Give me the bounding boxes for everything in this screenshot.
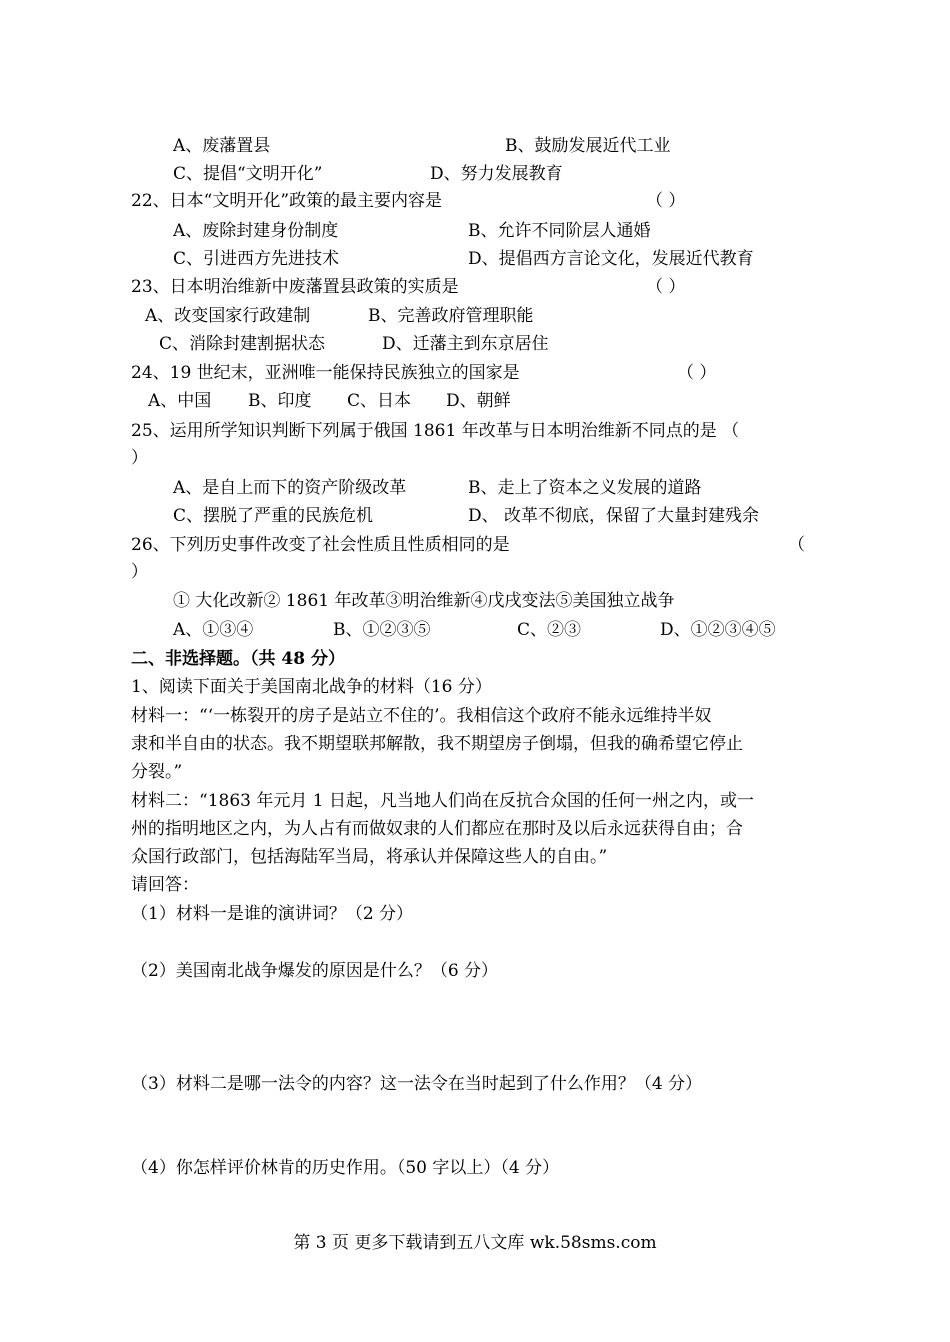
q21-option-a: A、废藩置县 xyxy=(173,136,271,156)
q23-paren: （ ） xyxy=(646,277,686,297)
q24-option-a: A、中国 xyxy=(148,391,212,411)
sub-question-2: （2）美国南北战争爆发的原因是什么？（6 分） xyxy=(131,961,499,981)
q25-stem: 25、运用所学知识判断下列属于俄国 1861 年改革与日本明治维新不同点的是 （ xyxy=(131,421,740,441)
q26-option-b: B、①②③⑤ xyxy=(333,620,431,640)
page-footer: 第 3 页 更多下载请到五八文库 wk.58sms.com xyxy=(293,1233,657,1253)
q22-option-d: D、提倡西方言论文化，发展近代教育 xyxy=(468,249,754,269)
q23-option-b: B、完善政府管理职能 xyxy=(368,306,534,326)
q23-option-d: D、迁藩主到东京居住 xyxy=(382,334,549,354)
q23-option-a: A、改变国家行政建制 xyxy=(145,306,311,326)
q24-stem: 24、19 世纪末，亚洲唯一能保持民族独立的国家是 xyxy=(131,363,520,383)
material-2-line-2: 州的指明地区之内，为人占有而做奴隶的人们都应在那时及以后永远获得自由；合 xyxy=(131,819,743,839)
q22-paren: （ ） xyxy=(646,191,686,211)
q23-stem: 23、日本明治维新中废藩置县政策的实质是 xyxy=(131,277,459,297)
q26-option-c: C、②③ xyxy=(517,620,582,640)
material-2-line-3: 众国行政部门，包括海陆军当局，将承认并保障这些人的自由。” xyxy=(131,847,608,867)
q24-option-c: C、日本 xyxy=(347,391,412,411)
q25-option-c: C、摆脱了严重的民族危机 xyxy=(173,506,374,526)
q25-option-d: D、 改革不彻底，保留了大量封建残余 xyxy=(468,506,760,526)
q26-stem: 26、下列历史事件改变了社会性质且性质相同的是 xyxy=(131,535,510,555)
q21-option-d: D、努力发展教育 xyxy=(430,164,563,184)
q26-option-a: A、①③④ xyxy=(173,620,254,640)
question-1-intro: 1、阅读下面关于美国南北战争的材料（16 分） xyxy=(131,677,492,697)
material-1-line-2: 隶和半自由的状态。我不期望联邦解散，我不期望房子倒塌，但我的确希望它停止 xyxy=(131,734,743,754)
q26-items: ① 大化改新② 1861 年改革③明治维新④戊戌变法⑤美国独立战争 xyxy=(173,591,675,611)
q21-option-c: C、提倡“文明开化” xyxy=(173,164,323,184)
q23-option-c: C、消除封建割据状态 xyxy=(159,334,326,354)
section-heading: 二、非选择题。（共 48 分） xyxy=(131,649,345,669)
q25-option-a: A、是自上而下的资产阶级改革 xyxy=(173,478,407,498)
sub-question-1: （1）材料一是谁的演讲词？（2 分） xyxy=(131,904,414,924)
answer-prompt: 请回答： xyxy=(131,875,199,895)
material-1-line-1: 材料一：“‘一栋裂开的房子是站立不住的’。我相信这个政府不能永远维持半奴 xyxy=(131,706,712,726)
material-2-line-1: 材料二：“1863 年元月 1 日起，凡当地人们尚在反抗合众国的任何一州之内，或一 xyxy=(131,791,754,811)
q25-paren-close: ） xyxy=(131,448,148,468)
q21-option-b: B、鼓励发展近代工业 xyxy=(505,136,671,156)
sub-question-4: （4）你怎样评价林肯的历史作用。（50 字以上）（4 分） xyxy=(131,1158,560,1178)
q24-paren: （ ） xyxy=(677,363,717,383)
q25-option-b: B、走上了资本之义发展的道路 xyxy=(468,478,702,498)
q22-option-c: C、引进西方先进技术 xyxy=(173,249,340,269)
q24-option-d: D、朝鲜 xyxy=(446,391,511,411)
q22-stem: 22、日本“文明开化”政策的最主要内容是 xyxy=(131,191,443,211)
q24-option-b: B、印度 xyxy=(248,391,312,411)
q26-paren-open: （ xyxy=(788,535,805,555)
q26-option-d: D、①②③④⑤ xyxy=(660,620,776,640)
q22-option-a: A、废除封建身份制度 xyxy=(173,221,339,241)
q26-paren-close: ） xyxy=(131,562,148,582)
sub-question-3: （3）材料二是哪一法令的内容？这一法令在当时起到了什么作用？（4 分） xyxy=(131,1074,703,1094)
q22-option-b: B、允许不同阶层人通婚 xyxy=(468,221,651,241)
material-1-line-3: 分裂。” xyxy=(131,762,183,782)
